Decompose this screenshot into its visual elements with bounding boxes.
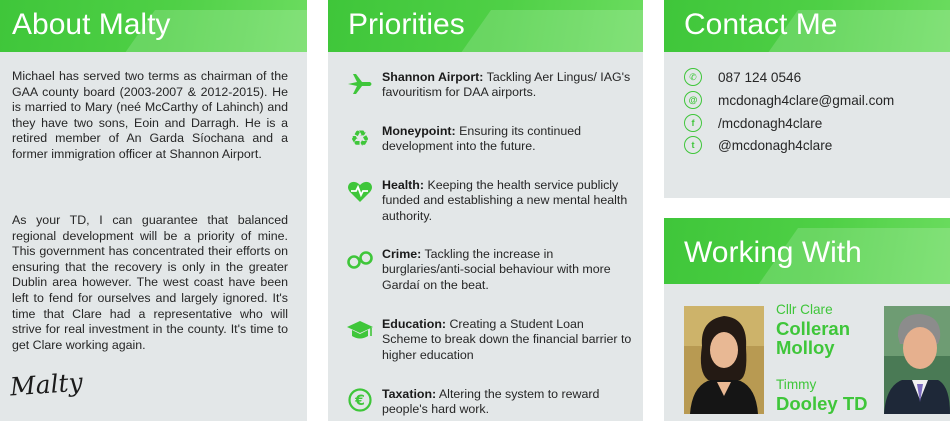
about-title: About Malty xyxy=(12,8,171,41)
person-1-name-line1: Colleran xyxy=(776,318,851,339)
priority-heading: Shannon Airport: xyxy=(382,70,484,84)
contact-facebook-text: /mcdonagh4clare xyxy=(718,115,823,131)
priority-text: Ensuring its continued development into the future. xyxy=(382,124,582,154)
priority-heading: Health: xyxy=(382,178,424,192)
priority-text: Tackling Aer Lingus/ IAG's favouritism for DAA airports. xyxy=(382,70,631,100)
priority-heading: Taxation: xyxy=(382,387,437,401)
person-2-name-line1: Dooley TD xyxy=(776,393,868,414)
priorities-banner xyxy=(328,0,643,52)
working-banner xyxy=(664,218,950,284)
about-panel xyxy=(0,0,307,421)
contact-email-text: mcdonagh4clare@gmail.com xyxy=(718,92,895,108)
priority-heading: Education: xyxy=(382,317,447,331)
contact-twitter-text: @mcdonagh4clare xyxy=(718,137,833,153)
person-1-prefix: Cllr Clare xyxy=(776,302,833,317)
handcuffs-icon xyxy=(346,246,374,274)
photo-timmy-dooley xyxy=(884,306,950,414)
contact-phone[interactable] xyxy=(684,67,801,87)
euro-icon xyxy=(346,386,374,414)
priority-heading: Moneypoint: xyxy=(382,124,456,138)
priorities-panel xyxy=(328,0,643,421)
svg-text:€: € xyxy=(355,393,365,409)
person-1-name-line2: Molloy xyxy=(776,337,835,358)
phone-icon: ✆ xyxy=(684,68,702,86)
priority-text: Keeping the health service publicly funded and establishing a new mental health authority. xyxy=(382,178,628,223)
priorities-title: Priorities xyxy=(348,8,465,41)
about-paragraph-1: Michael has served two terms as chairman of the GAA county board (2003-2007 & 2012-2015). He is married to Mary (neé McCarthy of Lahinch) and they have two sons, Eoin and Darragh. He is a retired member of An Garda Síochana and a former immigration officer at Shannon Airport. xyxy=(12,69,288,161)
graduation-cap-icon xyxy=(346,316,374,344)
priority-heading: Crime: xyxy=(382,247,422,261)
contact-email[interactable] xyxy=(684,90,894,110)
contact-twitter[interactable] xyxy=(684,135,832,155)
priority-text: Tackling the increase in burglaries/anti-social behaviour with more Gardaí on the beat. xyxy=(382,247,611,292)
priority-text: Creating a Student Loan Scheme to break down the financial barrier to higher education xyxy=(382,317,632,362)
twitter-icon: t xyxy=(684,136,702,154)
contact-panel xyxy=(664,0,950,198)
signature: Malty xyxy=(9,367,84,402)
contact-facebook[interactable] xyxy=(684,113,822,133)
heartbeat-icon xyxy=(346,178,374,206)
working-title: Working With xyxy=(684,236,862,269)
facebook-icon: f xyxy=(684,114,702,132)
about-paragraph-2: As your TD, I can guarantee that balanced regional development will be a priority of mine. This government has concentrated their efforts on ensuring that the recovery is only in the greater Dublin area however. The west coast have been left to fend for ourselves and largely ignored. It's time that Clare had a representative who will strive for real investment in the county. It's time to get Clare working again. xyxy=(12,213,288,352)
recycle-icon: ♻ xyxy=(350,126,370,151)
priority-text: Altering the system to reward people's hard work. xyxy=(382,387,600,417)
email-icon: @ xyxy=(684,91,702,109)
working-with-panel xyxy=(664,218,950,421)
contact-banner xyxy=(664,0,950,52)
airplane-icon xyxy=(346,70,374,98)
contact-phone-text: 087 124 0546 xyxy=(718,69,802,85)
person-2-prefix: Timmy xyxy=(776,377,817,392)
photo-clare-colleran-molloy xyxy=(684,306,764,414)
contact-title: Contact Me xyxy=(684,8,838,41)
about-banner xyxy=(0,0,307,52)
